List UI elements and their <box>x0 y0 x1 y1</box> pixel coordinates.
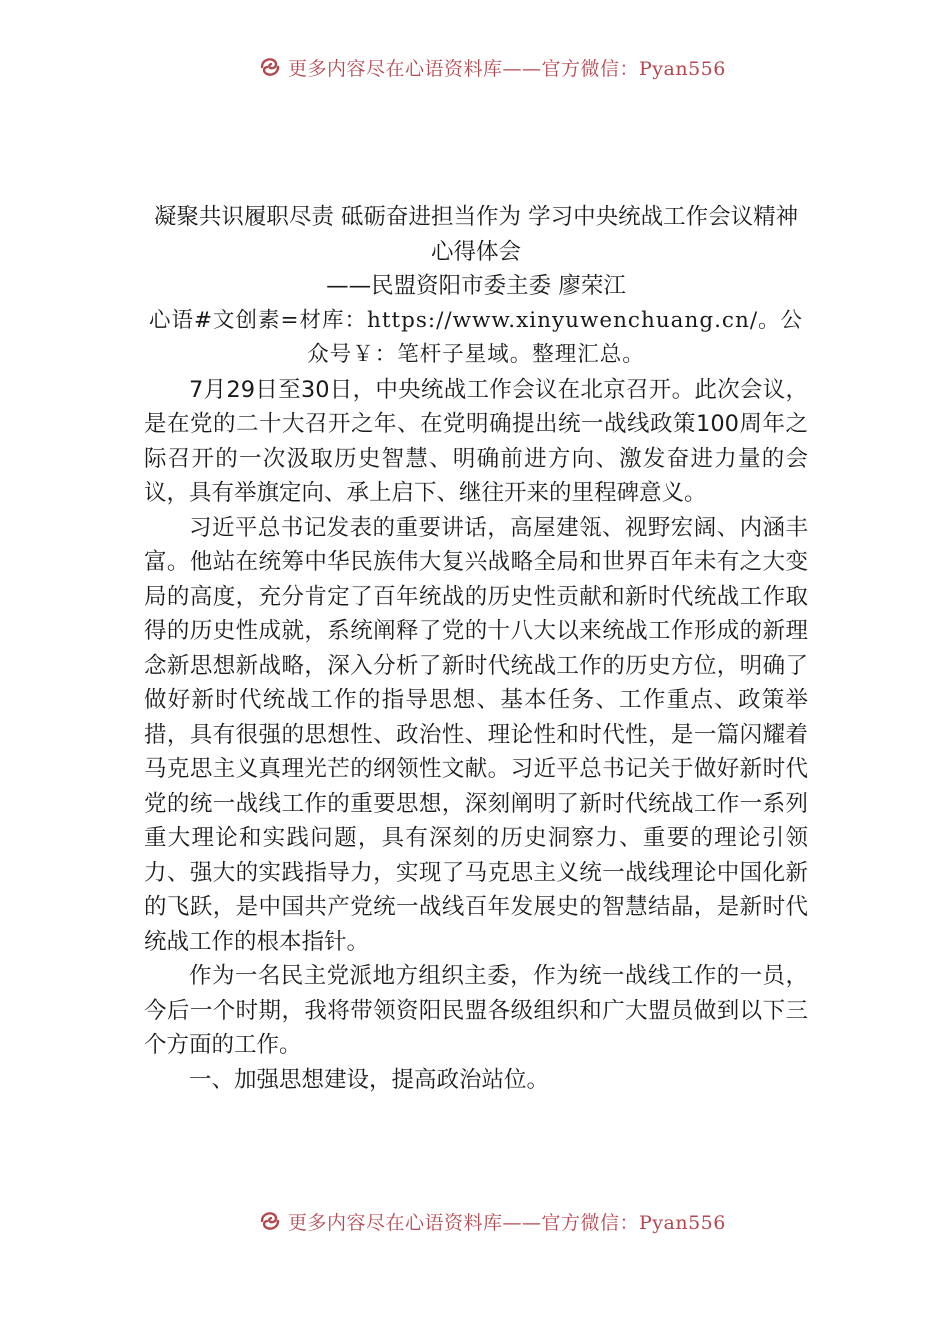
paragraph: 7月29日至30日，中央统战工作会议在北京召开。此次会议，是在党的二十大召开之年、在党明确提出统一战线政策100周年之际召开的一次汲取历史智慧、明确前进方向、激发奋进力量的会议，具有举旗定向、承上启下、继往开来的里程碑意义。 <box>144 376 808 506</box>
paragraph: 作为一名民主党派地方组织主委，作为统一战线工作的一员，今后一个时期，我将带领资阳民盟各级组织和广大盟员做到以下三个方面的工作。 <box>144 963 808 1058</box>
document-body <box>144 200 808 1097</box>
footer-watermark-text: 更多内容尽在心语资料库——官方微信：Pyan556 <box>288 1211 726 1234</box>
footer-watermark <box>258 1206 728 1236</box>
document-author: ——民盟资阳市委主委 廖荣江 <box>326 273 626 299</box>
paragraph: 习近平总书记发表的重要讲话，高屋建瓴、视野宏阔、内涵丰富。他站在统筹中华民族伟大复兴战略全局和世界百年未有之大变局的高度，充分肯定了百年统战的历史性贡献和新时代统战工作取得的历史性成就，系统阐释了党的十八大以来统战工作形成的新理念新思想新战略，深入分析了新时代统战工作的历史方位，明确了做好新时代统战工作的指导思想、基本任务、工作重点、政策举措，具有很强的思想性、政治性、理论性和时代性，是一篇闪耀着马克思主义真理光芒的纲领性文献。习近平总书记关于做好新时代党的统一战线工作的重要思想，深刻阐明了新时代统战工作一系列重大理论和实践问题，具有深刻的历史洞察力、重要的理论引领力、强大的实践指导力，实现了马克思主义统一战线理论中国化新的飞跃，是中国共产党统一战线百年发展史的智慧结晶，是新时代统战工作的根本指针。 <box>144 514 808 955</box>
document-title: 凝聚共识履职尽责 砥砺奋进担当作为 学习中央统战工作会议精神心得体会 <box>153 204 799 265</box>
source-note: 心语#文创素=材库：https://www.xinyuwenchuang.cn/。公众号￥：笔杆子星域。整理汇总。 <box>148 307 804 367</box>
section-heading: 一、加强思想建设，提高政治站位。 <box>189 1066 550 1093</box>
swirl-logo-icon <box>258 55 282 79</box>
swirl-logo-icon <box>258 1209 282 1233</box>
header-watermark <box>258 52 738 82</box>
header-watermark-text: 更多内容尽在心语资料库——官方微信：Pyan556 <box>288 57 726 80</box>
